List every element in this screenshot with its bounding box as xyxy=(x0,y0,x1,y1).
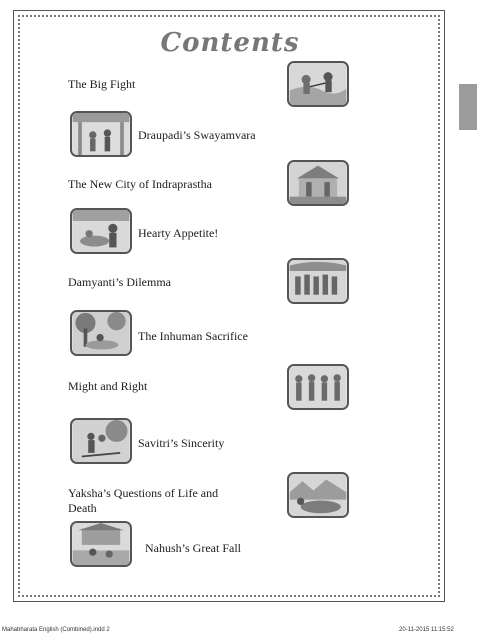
page-title: Contents xyxy=(160,28,300,58)
toc-entry-1[interactable]: The Big Fight xyxy=(68,77,136,91)
toc-entry-8[interactable]: Savitri’s Sincerity xyxy=(138,436,225,450)
palace-fall-illustration xyxy=(70,521,132,567)
toc-entry-2[interactable]: Draupadi’s Swayamvara xyxy=(138,128,256,142)
toc-entry-6[interactable]: The Inhuman Sacrifice xyxy=(138,329,248,343)
feast-illustration xyxy=(70,208,132,254)
lake-illustration xyxy=(287,472,349,518)
forest-sacrifice-illustration xyxy=(70,310,132,356)
page-edge-tab xyxy=(459,84,477,130)
toc-entry-3[interactable]: The New City of Indraprastha xyxy=(68,177,212,191)
forest-couple-illustration xyxy=(70,418,132,464)
toc-entry-7[interactable]: Might and Right xyxy=(68,379,148,393)
royal-court-illustration xyxy=(70,111,132,157)
toc-entry-9[interactable]: Yaksha’s Questions of Life and Death xyxy=(68,486,219,515)
toc-entry-4[interactable]: Hearty Appetite! xyxy=(138,226,219,240)
toc-entry-10[interactable]: Nahush’s Great Fall xyxy=(145,541,241,555)
warriors-illustration xyxy=(287,364,349,410)
palace-city-illustration xyxy=(287,160,349,206)
toc-entry-5[interactable]: Damyanti’s Dilemma xyxy=(68,275,171,289)
footer-timestamp: 20-11-2015 11:15:52 xyxy=(399,627,454,633)
assembly-illustration xyxy=(287,258,349,304)
footer-file: Mahabharata English (Combined).indd 2 xyxy=(2,627,110,633)
battle-illustration xyxy=(287,61,349,107)
